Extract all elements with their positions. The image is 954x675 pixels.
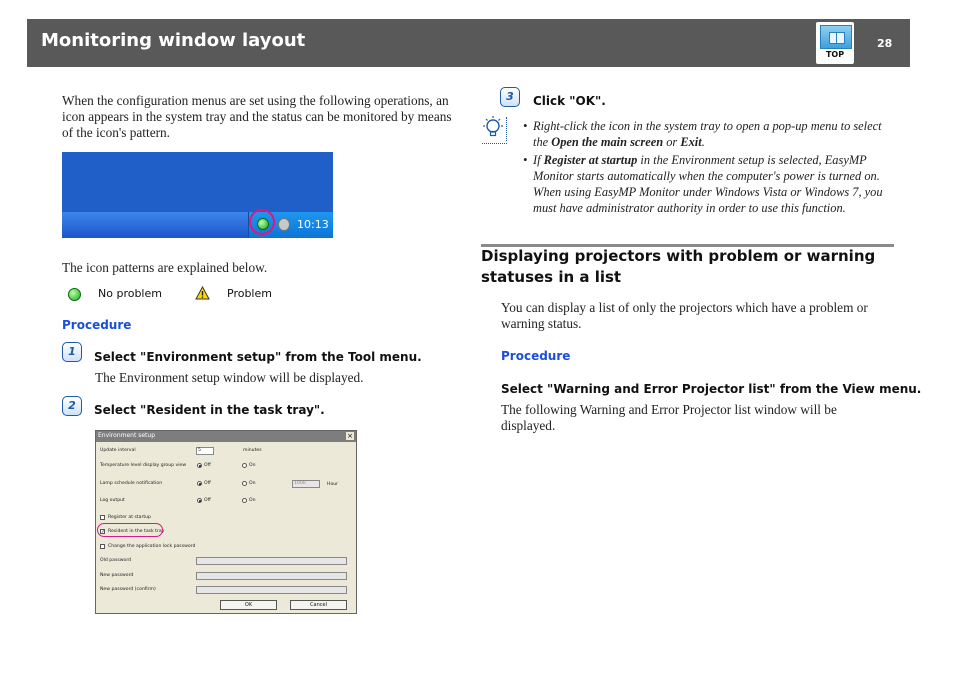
change-lock-password-label: Change the application lock password (108, 544, 196, 549)
page-header (27, 19, 910, 67)
intro-paragraph: When the configuration menus are set using the following operations, an icon appears in the system tray and the status can be monitored by means of the icon's pattern. (62, 93, 452, 140)
tip-2-bold-1: Register at startup (543, 153, 638, 167)
confirm-password-field[interactable] (196, 586, 347, 594)
highlight-ring (97, 523, 163, 537)
log-output-on-radio[interactable] (242, 498, 247, 503)
ok-button[interactable]: OK (220, 600, 277, 610)
temp-level-on-label: On (249, 463, 256, 468)
old-password-field[interactable] (196, 557, 347, 565)
lamp-schedule-off-label: Off (204, 481, 211, 486)
page-number: 28 (877, 37, 893, 50)
step-1-title: Select "Environment setup" from the Tool menu. (94, 350, 422, 364)
step-3-icon: 3 (500, 87, 520, 107)
legend-no-problem: No problem (98, 287, 162, 300)
confirm-password-label: New password (confirm) (100, 587, 156, 592)
lamp-schedule-label: Lamp schedule notification (100, 481, 163, 486)
step-2-icon: 2 (62, 396, 82, 416)
lamp-schedule-on-radio[interactable] (242, 481, 247, 486)
new-password-label: New password (100, 573, 134, 578)
tip-bullet: • (523, 119, 528, 133)
top-label: TOP (825, 50, 845, 59)
lamp-schedule-on-label: On (249, 481, 256, 486)
tip-bullet: • (523, 153, 528, 167)
dialog-titlebar (96, 431, 356, 442)
patterns-intro: The icon patterns are explained below. (62, 260, 268, 275)
manual-book-icon (820, 25, 852, 49)
update-interval-field[interactable]: 5 (196, 447, 214, 455)
warning-icon (195, 286, 210, 300)
tip-divider (482, 143, 507, 144)
close-icon[interactable]: × (347, 432, 353, 440)
section-intro: You can display a list of only the projectors which have a problem or warning status. (501, 300, 868, 331)
tip-1-text: Right-click the icon in the system tray to open a pop-up menu to select the Open the main screen or Exit. (533, 119, 882, 149)
register-startup-label: Register at startup (108, 515, 151, 520)
change-lock-password-checkbox[interactable] (100, 544, 105, 549)
tip-1-bold-1: Open the main screen (551, 135, 664, 149)
temp-level-off-radio[interactable] (197, 463, 202, 468)
procedure-label: Procedure (501, 349, 571, 363)
temp-level-on-radio[interactable] (242, 463, 247, 468)
log-output-label: Log output (100, 498, 125, 503)
step-3-title: Click "OK". (533, 94, 606, 108)
lamp-hours-unit: Hour (327, 482, 339, 487)
tip-2-text: If Register at startup in the Environment setup is selected, EasyMP Monitor starts automatically when the computer's power is turned on. When using EasyMP Monitor under Windows Vista or Windows 7, you must have administrator authority in order to use this function. (533, 153, 883, 215)
step-title: Select "Warning and Error Projector list" from the View menu. (501, 382, 922, 396)
environment-setup-dialog (95, 430, 357, 614)
temp-level-label: Temperature level display group view (100, 463, 187, 468)
new-password-field[interactable] (196, 572, 347, 580)
taskbar-screenshot (62, 152, 333, 238)
step-1-icon: 1 (62, 342, 82, 362)
tip-1-bold-2: Exit (680, 135, 702, 149)
log-output-on-label: On (249, 498, 256, 503)
update-interval-unit: minutes (243, 448, 262, 453)
green-status-icon (68, 288, 81, 301)
log-output-off-radio[interactable] (197, 498, 202, 503)
resident-task-tray-checkbox[interactable]: ✓ (101, 529, 106, 535)
step-text: The following Warning and Error Projector list window will be displayed. (501, 402, 837, 433)
tip-lightbulb-icon (480, 115, 506, 141)
dialog-title: Environment setup (98, 432, 155, 439)
resident-task-tray-label: Resident in the task tray (108, 529, 165, 534)
temp-level-off-label: Off (204, 463, 211, 468)
cancel-button[interactable]: Cancel (290, 600, 347, 610)
top-link-button[interactable] (816, 22, 854, 64)
log-output-off-label: Off (204, 498, 211, 503)
green-status-icon (257, 218, 269, 230)
step-1-text: The Environment setup window will be displayed. (95, 370, 364, 385)
old-password-label: Old password (100, 558, 132, 563)
section-heading: Displaying projectors with problem or warning statuses in a list (481, 247, 876, 286)
speaker-icon (278, 218, 290, 231)
tip-divider (506, 117, 508, 141)
register-startup-checkbox[interactable] (100, 515, 105, 520)
lamp-hours-field[interactable]: 1000 (292, 480, 320, 488)
taskbar-clock: 10:13 (297, 218, 329, 231)
step-2-title: Select "Resident in the task tray". (94, 403, 325, 417)
page-title: Monitoring window layout (41, 30, 306, 51)
update-interval-label: Update interval (100, 448, 136, 453)
legend-problem: Problem (227, 287, 272, 300)
lamp-schedule-off-radio[interactable] (197, 481, 202, 486)
procedure-label: Procedure (62, 318, 132, 332)
